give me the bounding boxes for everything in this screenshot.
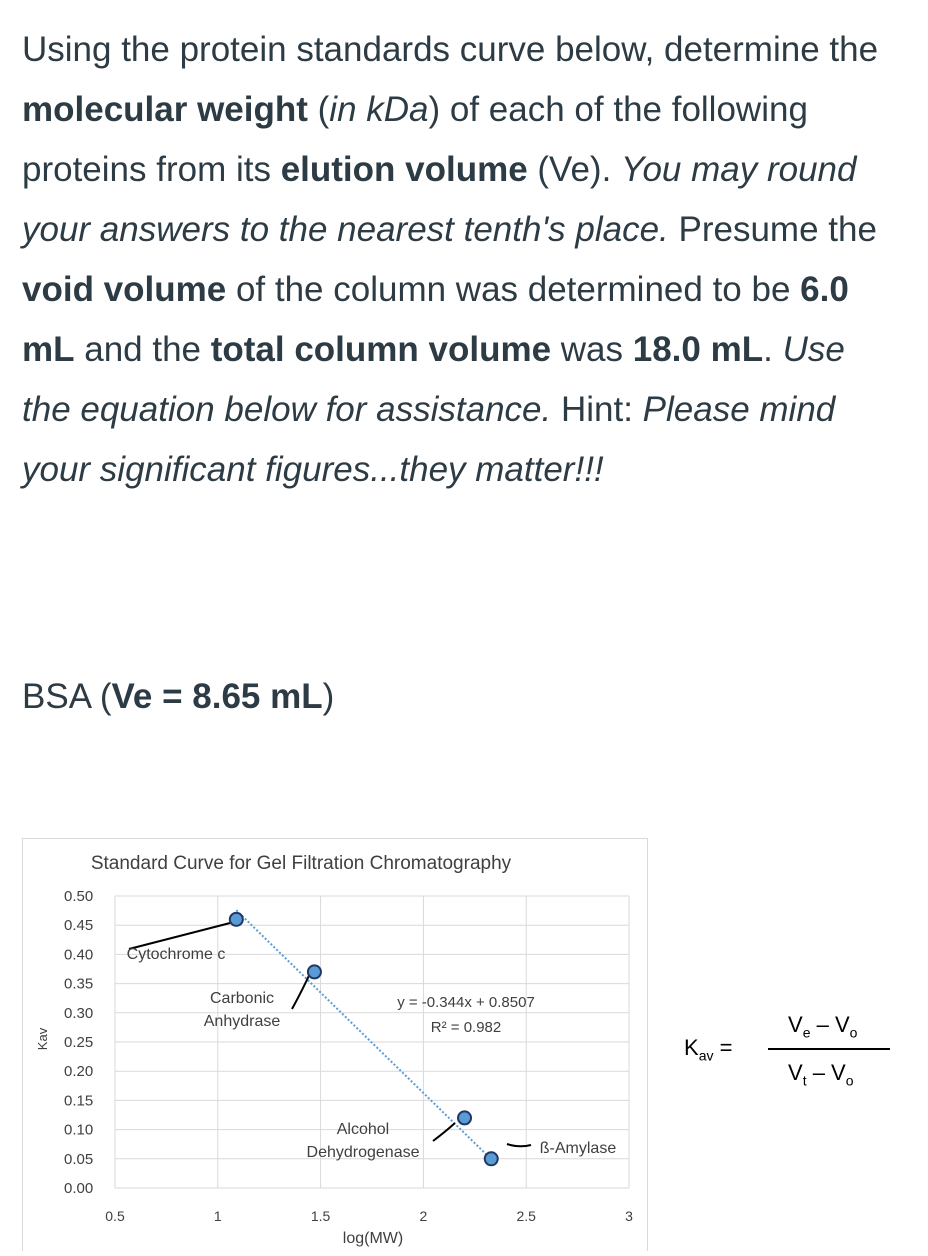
trend-equation-label: y = -0.344x + 0.8507 xyxy=(397,994,535,1011)
amylase-leader xyxy=(507,1144,531,1146)
y-tick-label: 0.40 xyxy=(64,946,94,964)
question-seg5: Presume the xyxy=(668,210,877,249)
formula-num-minus: – xyxy=(810,1012,835,1037)
x-axis-label: log(MW) xyxy=(342,1230,404,1247)
annotation-label: Alcohol xyxy=(336,1121,390,1138)
y-tick-label: 0.10 xyxy=(64,1121,94,1139)
formula-num-v2: V xyxy=(834,1012,850,1037)
data-point xyxy=(485,1152,498,1165)
y-tick-label: 0.15 xyxy=(64,1092,94,1110)
question-bold-elution-volume: elution volume xyxy=(280,150,528,189)
y-tick-label: 0.20 xyxy=(64,1063,94,1081)
y-tick-label: 0.05 xyxy=(64,1150,94,1168)
x-tick-label: 0.5 xyxy=(105,1208,125,1224)
y-tick-label: 0.25 xyxy=(64,1034,94,1051)
question-seg8: was xyxy=(551,330,633,369)
y-tick-label: 0.30 xyxy=(64,1004,94,1022)
y-tick-label: 0.50 xyxy=(64,888,94,905)
question-bold-void-volume: void volume xyxy=(22,270,227,309)
annotation-label: Anhydrase xyxy=(203,1013,281,1030)
annotation-label: ß-Amylase xyxy=(539,1140,617,1157)
formula-den-t-sub: t xyxy=(802,1072,807,1089)
formula-num-e-sub: e xyxy=(802,1024,811,1041)
question-italic-equation-note: Use the equation below for assistance. xyxy=(22,330,845,429)
annotation-label: Dehydrogenase xyxy=(306,1144,420,1161)
formula-denominator xyxy=(788,1060,854,1088)
annotation-label: Cytochrome c xyxy=(126,946,226,963)
x-tick-label: 2.5 xyxy=(516,1208,536,1224)
formula-den-v: V xyxy=(788,1060,803,1085)
question-seg2: ( xyxy=(307,90,330,129)
x-tick-label: 1 xyxy=(213,1208,222,1224)
y-tick-label: 0.45 xyxy=(64,917,94,935)
formula-num-o-sub: o xyxy=(849,1024,858,1041)
y-tick-label: 0.00 xyxy=(64,1180,94,1197)
question-seg1: Using the protein standards curve below, determine the xyxy=(22,30,879,69)
question-italic-rounding: You may round your answers to the nearest tenth's place. xyxy=(22,150,857,249)
formula-lhs xyxy=(684,1035,732,1063)
question-bold-total-volume: total column volume xyxy=(210,330,552,369)
formula-k: K xyxy=(684,1035,699,1060)
question-italic-kda: in kDa xyxy=(329,90,429,129)
formula-den-minus: – xyxy=(806,1060,832,1085)
chart-svg xyxy=(23,839,647,1251)
formula-equals: = xyxy=(713,1035,733,1060)
question-seg7: and the xyxy=(74,330,211,369)
x-tick-label: 1.5 xyxy=(310,1208,331,1224)
standard-curve-chart xyxy=(22,838,648,1251)
data-point xyxy=(308,965,321,978)
question-seg6: of the column was determined to be xyxy=(226,270,801,309)
x-tick-label: 3 xyxy=(625,1208,633,1224)
question-bold-void-value: 6.0 mL xyxy=(22,270,849,369)
question-bold-total-value: 18.0 mL xyxy=(632,330,764,369)
trend-r2-label: R² = 0.982 xyxy=(430,1019,502,1036)
sub-question-suffix: ) xyxy=(322,677,335,716)
sub-question-elution: Ve = 8.65 mL xyxy=(111,677,323,716)
formula-den-v2: V xyxy=(831,1060,846,1085)
data-point xyxy=(458,1111,471,1124)
kav-formula xyxy=(684,1010,904,1090)
formula-numerator xyxy=(788,1012,857,1040)
y-tick-label: 0.35 xyxy=(64,975,94,993)
question-text xyxy=(22,20,902,500)
question-seg10: Hint: xyxy=(551,390,643,429)
sub-question-bsa xyxy=(22,672,334,722)
question-seg4: (Ve). xyxy=(527,150,622,189)
question-seg3: ) of each of the following proteins from its xyxy=(22,90,808,189)
y-axis-label: Kav xyxy=(35,1027,50,1051)
question-seg9: . xyxy=(763,330,783,369)
question-bold-molecular-weight: molecular weight xyxy=(22,90,308,129)
data-point xyxy=(230,913,243,926)
chart-title: Standard Curve for Gel Filtration Chromatography xyxy=(90,853,512,874)
chart-axes xyxy=(64,888,633,1224)
annotation-label: Carbonic xyxy=(209,990,275,1007)
formula-av-sub: av xyxy=(698,1047,714,1064)
question-italic-hint: Please mind your significant figures...they matter!!! xyxy=(22,390,836,489)
alcohol-leader xyxy=(433,1123,455,1141)
x-tick-label: 2 xyxy=(419,1208,428,1224)
formula-den-o-sub: o xyxy=(845,1072,854,1089)
formula-fraction-bar xyxy=(768,1048,890,1050)
sub-question-prefix: BSA ( xyxy=(22,677,112,716)
formula-num-v: V xyxy=(788,1012,803,1037)
